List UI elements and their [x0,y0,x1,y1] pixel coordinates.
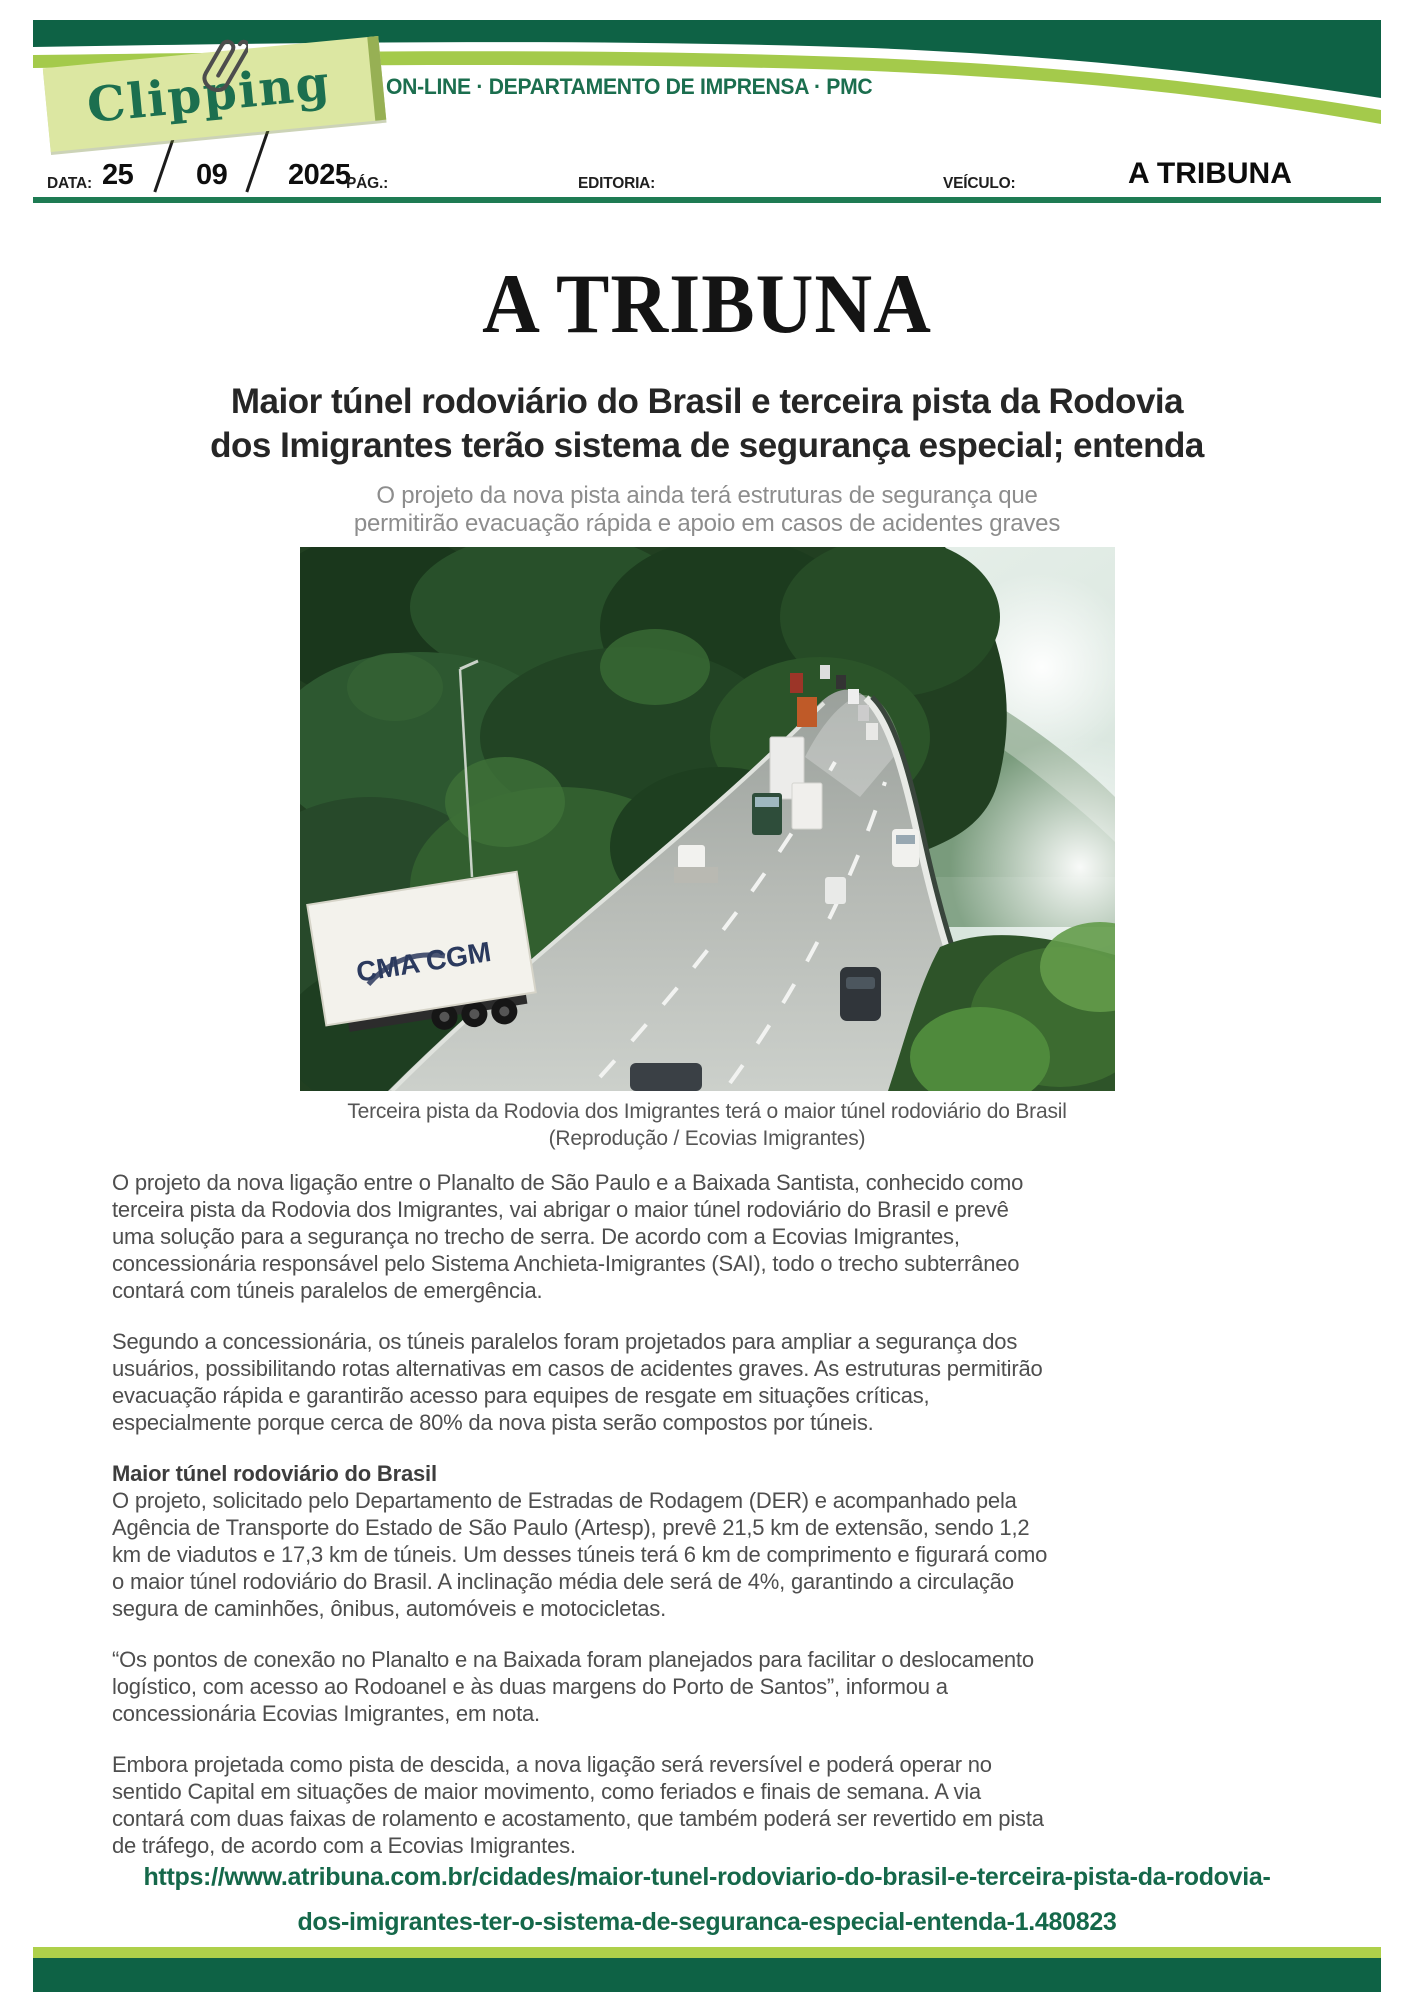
paragraph-4: “Os pontos de conexão no Planalto e na Baixada foram planejados para facilitar o deslocamento logístico, com acesso ao Rodoanel e às duas margens do Porto de Santos”, informou a concessionária Ecovias Imigrantes, em nota. [112,1646,1034,1726]
clipping-logo-label: Clipping [84,54,334,135]
veiculo-value: A TRIBUNA [1128,157,1292,190]
caption-credit: (Reprodução / Ecovias Imigrantes) [548,1126,866,1150]
meta-row [0,150,1414,200]
truck-brand-text: CMA CGM [353,935,493,988]
footer-dark-band [33,1958,1381,1992]
article [0,210,1414,1936]
source-url[interactable] [0,1855,1414,1945]
department-tagline: ON-LINE · DEPARTAMENTO DE IMPRENSA · PMC [386,74,873,99]
caption-line: Terceira pista da Rodovia dos Imigrantes terá o maior túnel rodoviário do Brasil [347,1099,1067,1123]
header-rule [33,197,1381,203]
editoria-label: EDITORIA: [578,175,656,192]
date-year: 2025 [288,159,351,191]
highway-photo [300,547,1115,1091]
article-headline: Maior túnel rodoviário do Brasil e terceira pista da Rodovia dos Imigrantes terão sistema de segurança especial; entenda [210,382,1204,466]
article-subhead: Maior túnel rodoviário do Brasil [112,1460,437,1486]
article-subtitle: O projeto da nova pista ainda terá estruturas de segurança que permitirão evacuação rápida e apoio em casos de acidentes graves [353,482,1061,537]
masthead-text: A TRIBUNA [482,257,932,351]
photo-caption [0,1099,1414,1153]
date-day: 25 [102,159,134,191]
paperclip-icon [196,26,248,104]
paragraph-5: Embora projetada como pista de descida, a nova ligação será reversível e poderá operar no sentido Capital em situações de maior movimento, como feriados e finais de semana. A via contará com duas faixas de rolamento e acostamento, que também poderá ser revertido em pista de tráfego, de acordo com a Ecovias Imigrantes. [112,1751,1044,1858]
veiculo-label: VEÍCULO: [943,175,1016,192]
paragraph-3: O projeto, solicitado pelo Departamento de Estradas de Rodagem (DER) e acompanhado pela Agência de Transporte do Estado de São Paulo (Artesp), prevê 21,5 km de extensão, sendo 1,2 km de viadutos e 17,3 km de túneis. Um desses túneis terá 6 km de comprimento e figurará como o maior túnel rodoviário do Brasil. A inclinação média dele será de 4%, garantindo a circulação segura de caminhões, ônibus, automóveis e motocicletas. [112,1487,1048,1621]
article-body [112,1169,1052,1859]
paragraph-1: O projeto da nova ligação entre o Planalto de São Paulo e a Baixada Santista, conhecido como terceira pista da Rodovia dos Imigrantes, vai abrigar o maior túnel rodoviário do Brasil e prevê uma solução para a segurança no trecho de serra. De acordo com a Ecovias Imigrantes, concessionária responsável pelo Sistema Anchieta-Imigrantes (SAI), todo o trecho subterrâneo contará com túneis paralelos de emergência. [112,1169,1024,1303]
paragraph-2: Segundo a concessionária, os túneis paralelos foram projetados para ampliar a segurança dos usuários, possibilitando rotas alternativas em casos de acidentes graves. As estruturas permitirão evacuação rápida e garantirão acesso para equipes de resgate em situações críticas, especialmente porque cerca de 80% da nova pista serão compostos por túneis. [112,1328,1043,1435]
newspaper-masthead [0,257,1414,351]
article-figure [0,547,1414,1153]
footer-light-band [33,1947,1381,1958]
data-label: DATA: [47,175,92,192]
source-url-line-2[interactable]: dos-imigrantes-ter-o-sistema-de-seguranca-especial-entenda-1.480823 [297,1908,1117,1936]
page-label: PÁG.: [346,175,389,192]
date-month: 09 [196,159,228,191]
source-url-line-1[interactable]: https://www.atribuna.com.br/cidades/maior-tunel-rodoviario-do-brasil-e-terceira-pista-da-rodovia- [143,1863,1271,1891]
